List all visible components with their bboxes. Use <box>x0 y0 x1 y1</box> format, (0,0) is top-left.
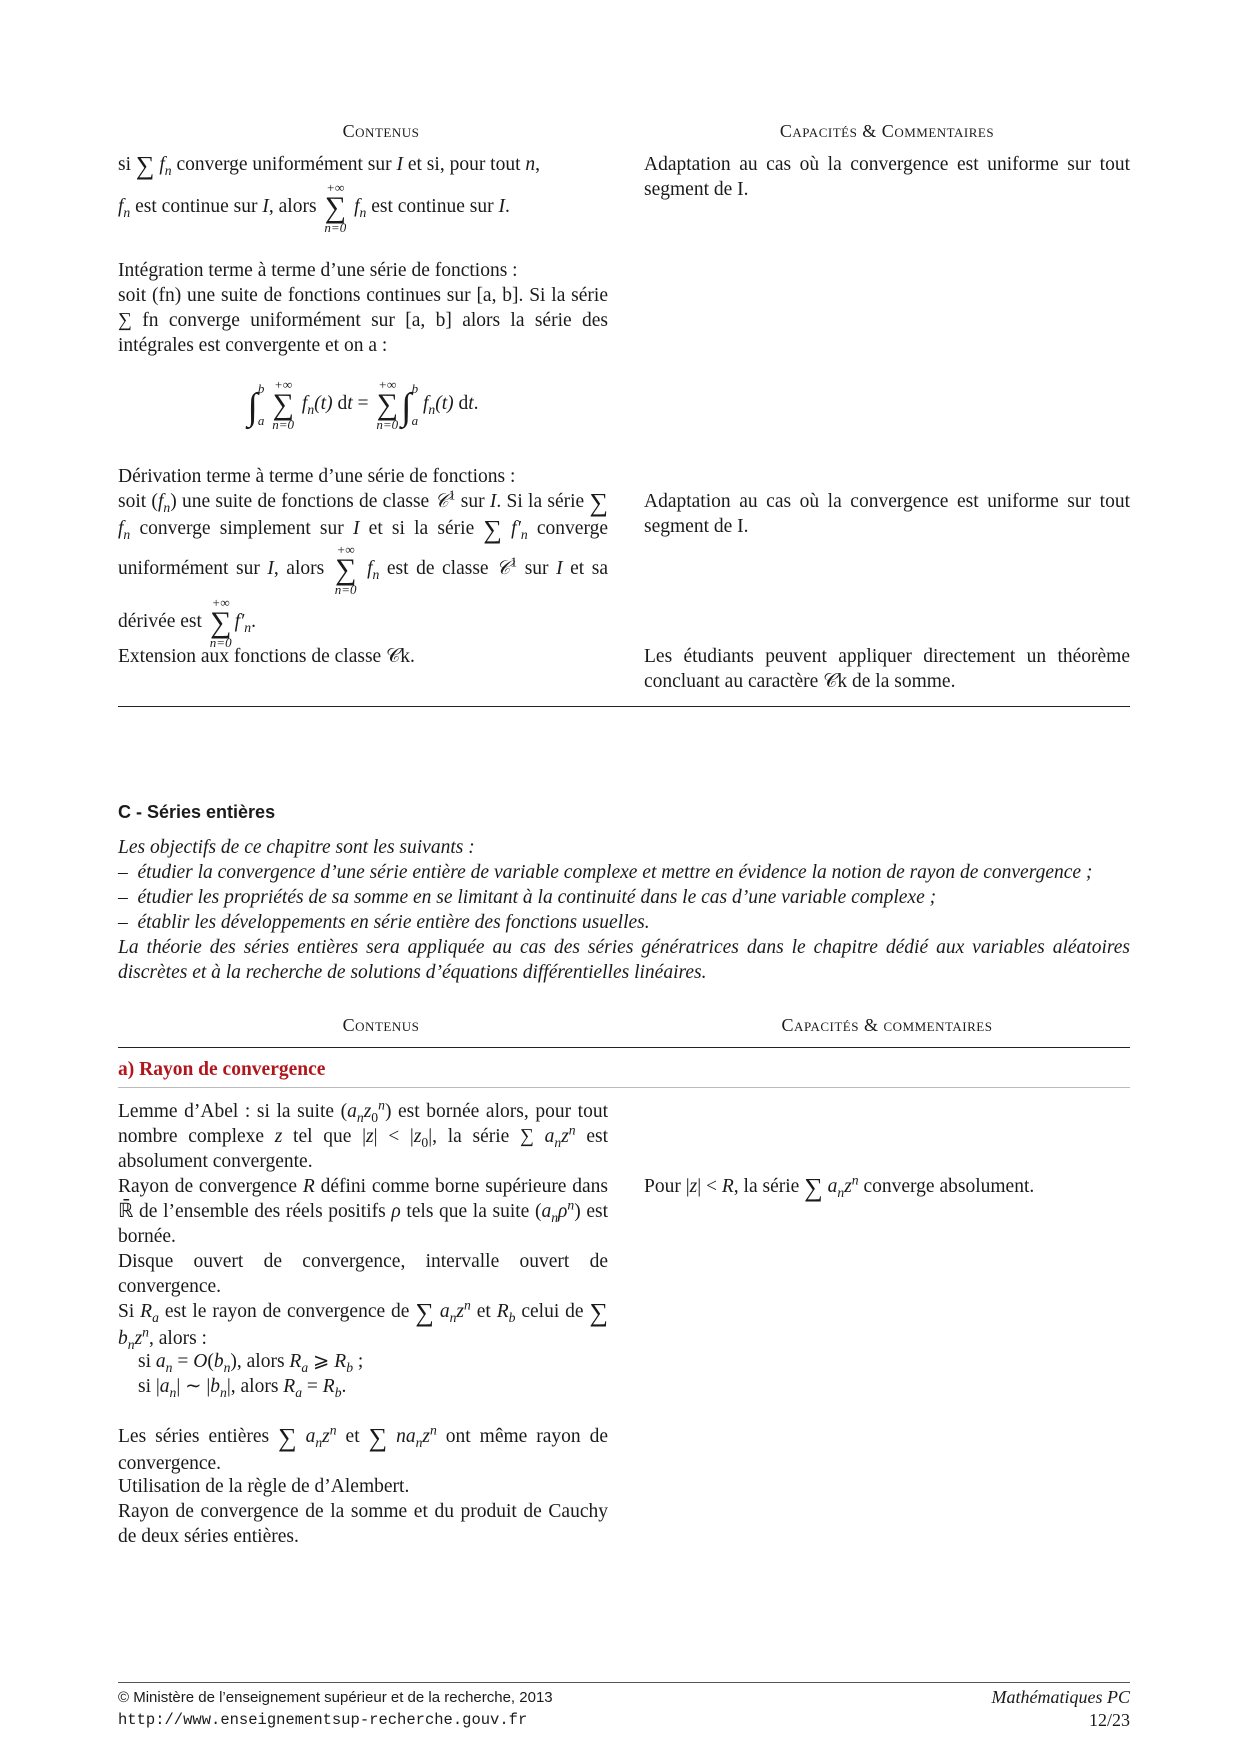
table1-head-right: Capacités & Commentaires <box>779 121 995 141</box>
section-intro: Les objectifs de ce chapitre sont les suivants : <box>118 837 475 858</box>
section-outro: La théorie des séries entières sera appliquée au cas des séries génératrices dans le chapitre dédié aux variables aléatoires discrètes et à la recherche de solutions d’équations différentielles linéaires. <box>118 937 1130 983</box>
table2-left-6: si $|a_n|$ ∼ $|b_n|$, alors $R_a = R_b$. <box>138 1376 347 1400</box>
footer-url-link[interactable]: http://www.enseignementsup-recherche.gouv.fr <box>118 1711 528 1729</box>
table1-row4-left: Extension aux fonctions de classe 𝒞k. <box>118 646 415 667</box>
table1-row2-body: soit (fn) une suite de fonctions continues sur [a, b]. Si la série ∑ fn converge uniformément sur [a, b] alors la série des intégrales est convergente et on a : <box>118 285 608 356</box>
table1-row3-title: Dérivation terme à terme d’une série de fonctions : <box>118 466 516 487</box>
footer-rule <box>118 1682 1130 1683</box>
table1-bottom-rule <box>118 706 1130 707</box>
row1-line1: si ∑ $f_n$ converge uniformément sur I et si, pour tout n, <box>118 151 541 180</box>
table2-left-4: Si $R_a$ est le rayon de convergence de ∑ $a_nz^n$ et $R_b$ celui de ∑ $b_nz^n$, alors : <box>118 1297 609 1352</box>
bullet-text: étudier la convergence d’une série entière de variable complexe et mettre en évidence la notion de rayon de convergence ; <box>137 862 1093 883</box>
table1-row3-body: soit $(f_n)$ une suite de fonctions de classe 𝒞$^1$ sur I. Si la série ∑ $f_n$ converge simplement sur I et si la série ∑ $f'_n$ converge uniformément sur I, alors +∞ ∑ n=0 $f_n$ est de classe 𝒞$^1$ sur I et sa dérivée est +∞ ∑ n=0 $f'_n$. <box>118 487 608 650</box>
page <box>118 0 1130 1754</box>
table1-row2-title: Intégration terme à terme d’une série de fonctions : <box>118 260 518 281</box>
footer-page-number: 12/23 <box>1088 1710 1130 1730</box>
table2-left-9: Rayon de convergence de la somme et du produit de Cauchy de deux séries entières. <box>118 1501 608 1547</box>
sum-symbol: +∞ ∑ n=0 <box>324 180 347 235</box>
table2-head-rule <box>118 1047 1130 1048</box>
table1-row4-right: Les étudiants peuvent appliquer directement un théorème concluant au caractère 𝒞k de la somme. <box>644 646 1130 692</box>
section-title: C - Séries entières <box>118 802 276 822</box>
footer-subject: Mathématiques PC <box>991 1687 1130 1707</box>
table2-left-2: Rayon de convergence R défini comme borne supérieure dans ℝ̄ de l’ensemble des réels positifs ρ tels que la suite $(a_n\rho^n)$ est bornée. <box>118 1176 609 1247</box>
table1-head-left: Contenus <box>342 121 420 141</box>
table1-row2-formula: ∫ b a +∞ ∑ n=0 $f_n(t)$ dt = +∞ ∑ n=0 ∫ b a $f_n(t)$ dt. <box>247 377 479 432</box>
bullet-text: établir les développements en série entière des fonctions usuelles. <box>137 912 650 933</box>
table1-row3-right: Adaptation au cas où la convergence est uniforme sur tout segment de I. <box>644 491 1130 537</box>
table1-row1-right: Adaptation au cas où la convergence est uniforme sur tout segment de I. <box>644 154 1130 200</box>
table2-left-1: Lemme d’Abel : si la suite $(a_nz_0^n)$ est bornée alors, pour tout nombre complexe z tel que $|z| < |z_0|$, la série ∑ $a_nz^n$ est absolument convergente. <box>118 1097 608 1172</box>
table2-head-right: Capacités & commentaires <box>781 1015 993 1035</box>
row1-line2: $f_n$ est continue sur I, alors +∞ ∑ n=0 $f_n$ est continue sur I. <box>118 180 510 235</box>
table2-right: Pour |z| < R, la série ∑ $a_nz^n$ converge absolument. <box>644 1172 1035 1202</box>
table2-left-8: Utilisation de la règle de d’Alembert. <box>118 1476 410 1497</box>
section-bullet-3: – établir les développements en série entière des fonctions usuelles. <box>118 912 650 933</box>
table2-left-3: Disque ouvert de convergence, intervalle ouvert de convergence. <box>118 1251 608 1297</box>
table2-left-5: si $a_n = O(b_n)$, alors $R_a$ ⩾ $R_b$ ; <box>138 1351 364 1375</box>
table2-left-7: Les séries entières ∑ $a_nz^n$ et ∑ $na_nz^n$ ont même rayon de convergence. <box>118 1422 609 1474</box>
table2-sub-rule <box>118 1087 1130 1088</box>
table1-row1-left <box>118 152 608 234</box>
section-bullet-1: – étudier la convergence d’une série entière de variable complexe et mettre en évidence la notion de rayon de convergence ; <box>118 862 1093 883</box>
table2-head-left: Contenus <box>342 1015 420 1035</box>
table2-subheading: a) Rayon de convergence <box>118 1059 326 1080</box>
bullet-text: étudier les propriétés de sa somme en se limitant à la continuité dans le cas d’une variable complexe ; <box>137 887 937 908</box>
section-bullet-2: – étudier les propriétés de sa somme en se limitant à la continuité dans le cas d’une variable complexe ; <box>118 887 937 908</box>
footer-copyright: © Ministère de l’enseignement supérieur et de la recherche, 2013 <box>118 1689 553 1706</box>
